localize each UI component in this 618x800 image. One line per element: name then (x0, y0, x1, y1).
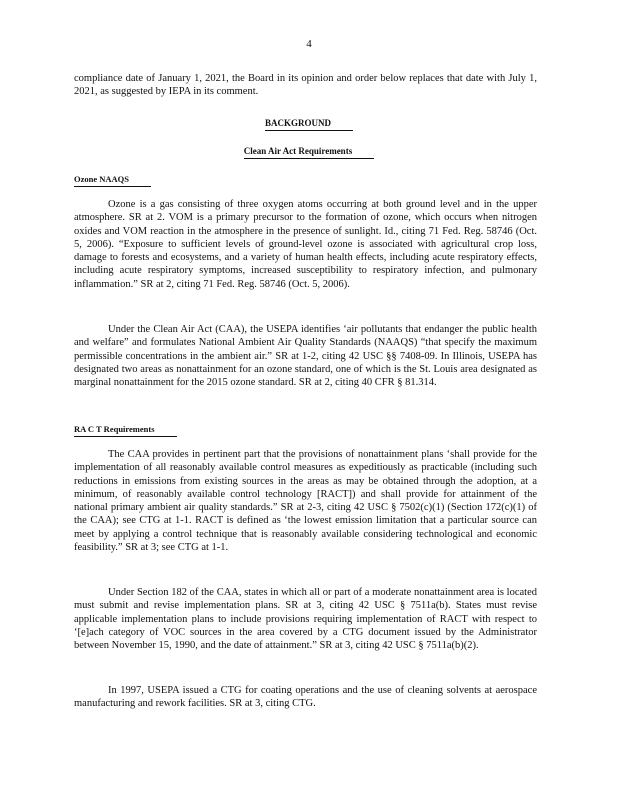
caa-paragraph (74, 323, 537, 389)
page-number: 4 (306, 38, 312, 50)
background-heading: BACKGROUND (0, 117, 618, 131)
ract-paragraph-1 (74, 448, 537, 554)
ract-heading: RA C T Requirements (74, 423, 177, 437)
ctg-paragraph (74, 684, 537, 711)
ctg-text: In 1997, USEPA issued a CTG for coating operations and the use of cleaning solvents at aerospace manufacturing and rework facilities. SR at 3, citing CTG. (74, 685, 537, 710)
intro-text: compliance date of January 1, 2021, the Board in its opinion and order below replaces that date with July 1, 2021, as suggested by IEPA in its comment. (74, 73, 537, 98)
caa-text: Under the Clean Air Act (CAA), the USEPA identifies ‘air pollutants that endanger the public health and welfare” and formulates National Ambient Air Quality Standards (NAAQS) “that specify the maximum permissible concentrations in the ambient air.” SR at 1-2, citing 42 USC §§ 7408-09. In Illinois, USEPA has designated two areas as nonattainment for an ozone standard, one of which is the St. Louis area designated as marginal nonattainment for the 2015 ozone standard. SR at 2, citing 40 CFR § 81.314. (74, 324, 537, 389)
ract2-text: Under Section 182 of the CAA, states in which all or part of a moderate nonattainment area is located must submit and revise implementation plans. SR at 3, citing 42 USC § 7511a(b). States must revise applicable implementation plans to include provisions requiring implementation of RACT with respect to ‘[e]ach category of VOC sources in the area covered by a CTG document issued by the Administrator between November 15, 1990, and the date of attainment.” SR at 3, citing 42 USC § 7511a(b)(2). (74, 587, 537, 652)
ract-paragraph-2 (74, 586, 537, 652)
ozone-naaqs-heading: Ozone NAAQS (74, 173, 151, 187)
intro-paragraph (74, 72, 537, 99)
ozone-paragraph (74, 198, 537, 291)
ract1-text: The CAA provides in pertinent part that the provisions of nonattainment plans ‘shall provide for the implementation of all reasonably available control measures as expeditiously as practicable (including such reductions in emissions from existing sources in the areas as may be obtained through the adoption, at a minimum, of reasonably available control technology [RACT]) and shall provide for attainment of the national primary ambient air quality standards.” SR at 2-3, citing 42 USC § 7502(c)(1) (Section 172(c)(1) of the CAA); see CTG at 1-1. RACT is defined as ‘the lowest emission limitation that a particular source can meet by applying a control technique that is reasonably available considering technological and economic feasibility.” SR at 3; see CTG at 1-1. (74, 449, 537, 554)
clean-air-act-heading: Clean Air Act Requirements (0, 145, 618, 159)
ozone-text: Ozone is a gas consisting of three oxygen atoms occurring at both ground level and in the upper atmosphere. SR at 2. VOM is a primary precursor to the formation of ozone, which occurs when nitrogen oxides and VOM reaction in the atmosphere in the presence of sunlight. Id., citing 71 Fed. Reg. 58746 (Oct. 5, 2006). “Exposure to sufficient levels of ground-level ozone is associated with agricultural crop loss, damage to forests and ecosystems, and a variety of human health effects, including acute respiratory effects, including acute respiratory symptoms, increased susceptibility to respiratory infection, and pulmonary inflammation.” SR at 2, citing 71 Fed. Reg. 58746 (Oct. 5, 2006). (74, 199, 537, 290)
